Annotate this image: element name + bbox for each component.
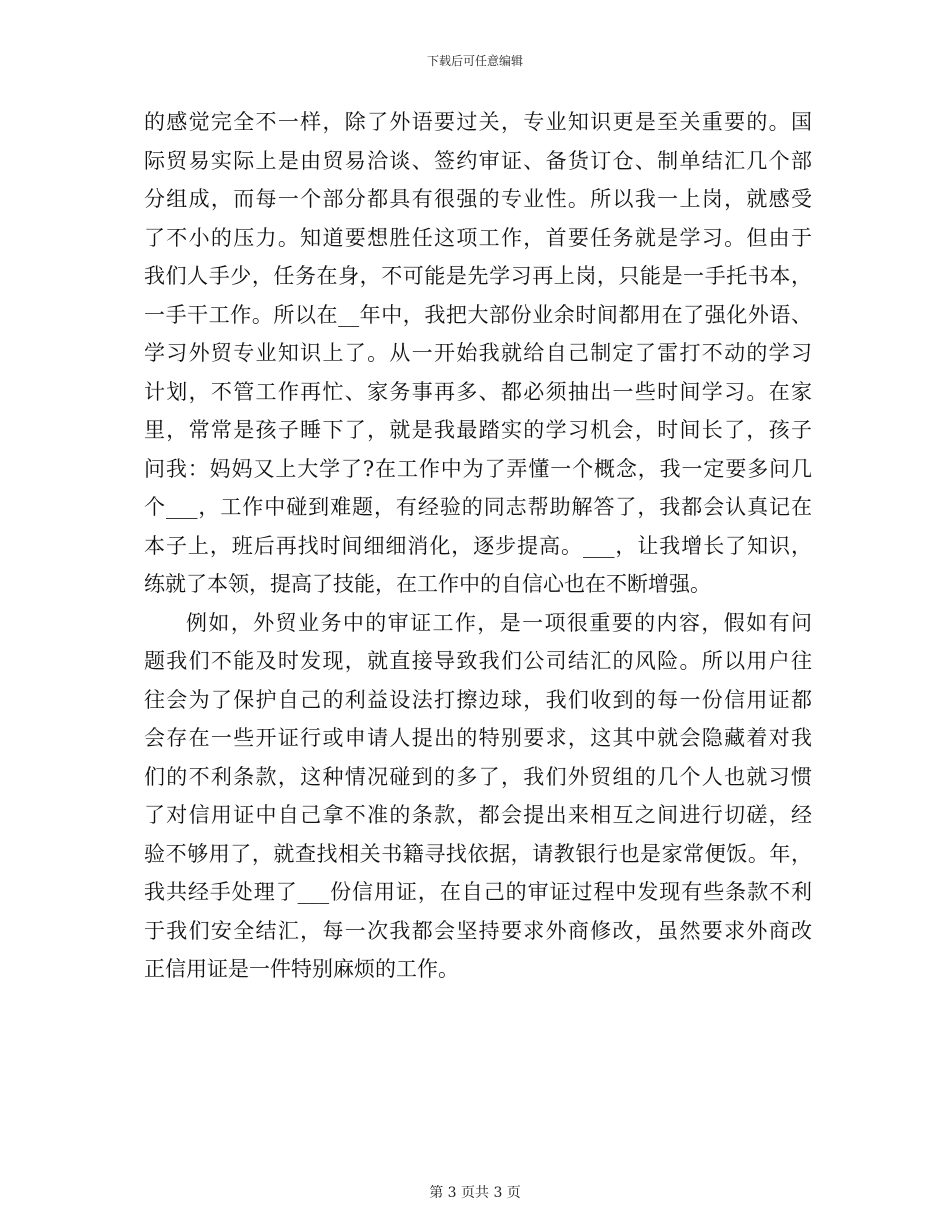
- body-line: 际贸易实际上是由贸易洽谈、签约审证、备货订仓、制单结汇几个部: [144, 148, 812, 173]
- body-line: 验不够用了，就查找相关书籍寻找依据，请教银行也是家常便饭。年，: [144, 841, 812, 866]
- body-line: 一手干工作。所以在__年中，我把大部份业余时间都用在了强化外语、: [144, 302, 812, 327]
- body-line: 分组成，而每一个部分都具有很强的专业性。所以我一上岗，就感受: [144, 187, 812, 211]
- body-line: 里，常常是孩子睡下了，就是我最踏实的学习机会，时间长了，孩子: [144, 418, 812, 442]
- body-line: 了不小的压力。知道要想胜任这项工作，首要任务就是学习。但由于: [144, 225, 812, 250]
- body-line: 往会为了保护自己的利益设法打擦边球，我们收到的每一份信用证都: [144, 687, 812, 712]
- body-line: 问我：妈妈又上大学了?在工作中为了弄懂一个概念，我一定要多问几: [144, 456, 812, 481]
- body-line: 于我们安全结汇，每一次我都会坚持要求外商修改，虽然要求外商改: [144, 918, 812, 943]
- body-line: 个___，工作中碰到难题，有经验的同志帮助解答了，我都会认真记在: [144, 495, 812, 519]
- document-body: [144, 103, 812, 989]
- body-line: 题我们不能及时发现，就直接导致我们公司结汇的风险。所以用户往: [144, 649, 812, 673]
- body-line: 我共经手处理了___份信用证，在自己的审证过程中发现有些条款不利: [144, 880, 812, 904]
- body-line: 学习外贸专业知识上了。从一开始我就给自己制定了雷打不动的学习: [144, 341, 812, 365]
- page-header: 下载后可任意编辑: [426, 54, 523, 68]
- body-line: 了对信用证中自己拿不准的条款，都会提出来相互之间进行切磋，经: [144, 803, 812, 827]
- body-line: 的感觉完全不一样，除了外语要过关，专业知识更是至关重要的。国: [144, 110, 812, 134]
- body-line: 们的不利条款，这种情况碰到的多了，我们外贸组的几个人也就习惯: [144, 764, 812, 789]
- body-line: 练就了本领，提高了技能，在工作中的自信心也在不断增强。: [144, 572, 711, 596]
- body-line: 我们人手少，任务在身，不可能是先学习再上岗，只能是一手托书本，: [144, 264, 812, 288]
- body-line: 例如，外贸业务中的审证工作，是一项很重要的内容，假如有问: [186, 610, 812, 635]
- page-footer: 第 3 页共 3 页: [429, 1185, 521, 1201]
- body-line: 正信用证是一件特别麻烦的工作。: [144, 957, 459, 981]
- body-line: 计划，不管工作再忙、家务事再多、都必须抽出一些时间学习。在家: [144, 379, 812, 404]
- body-line: 本子上，班后再找时间细细消化，逐步提高。___，让我增长了知识，: [144, 533, 812, 558]
- body-line: 会存在一些开证行或申请人提出的特别要求，这其中就会隐藏着对我: [144, 726, 812, 750]
